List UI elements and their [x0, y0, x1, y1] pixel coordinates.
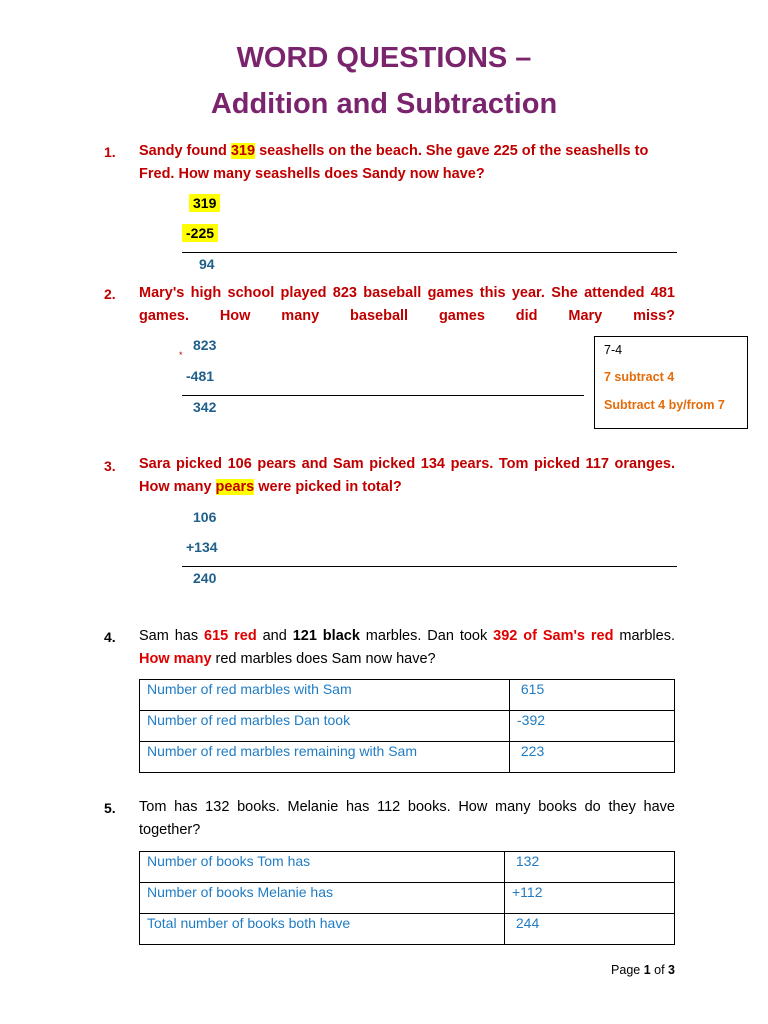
- table-row: [140, 742, 675, 773]
- note-line-1: 7-4: [604, 343, 623, 357]
- footer-current-page: 1: [643, 963, 651, 977]
- q5-row-2-label: Number of books Melanie has: [140, 883, 505, 914]
- q3-text-after: were picked in total?: [254, 479, 402, 495]
- q5-row-3-label: Total number of books both have: [140, 914, 505, 945]
- q5-row-1-label: Number of books Tom has: [140, 852, 505, 883]
- footer-prefix: Page: [611, 963, 644, 977]
- q3-rule: [182, 566, 677, 567]
- table-row: [140, 711, 675, 742]
- q4-table: [139, 679, 675, 773]
- q1-answer: 94: [199, 256, 215, 272]
- q3-operand-1: 106: [193, 509, 217, 525]
- q4-row-3-label: Number of red marbles remaining with Sam: [140, 742, 510, 773]
- table-row: [140, 914, 675, 945]
- q4-text-3: and: [256, 628, 293, 644]
- q1-operand-1: 319: [189, 194, 220, 212]
- title-line-1: WORD QUESTIONS –: [236, 42, 532, 74]
- q5-row-1-value: 132: [505, 852, 675, 883]
- q4-text-9: red marbles does Sam now have?: [211, 651, 436, 667]
- q4-text-1: Sam has: [139, 628, 205, 644]
- q3-answer: 240: [193, 570, 217, 586]
- q1-text-before: Sandy found: [139, 143, 231, 159]
- q4-text: [139, 625, 675, 671]
- page-footer: [611, 963, 675, 977]
- q4-row-1-value: 615: [510, 680, 675, 711]
- q4-text-red-count: 615 red: [204, 628, 257, 644]
- q1-rule: [182, 252, 677, 253]
- note-line-2: 7 subtract 4: [604, 370, 675, 384]
- q5-number: 5.: [104, 800, 116, 816]
- q2-answer: 342: [193, 399, 217, 415]
- q3-text-before: Sara picked 106 pears and Sam picked 134 pears. Tom picked 117 oranges. How many: [139, 456, 675, 495]
- red-mark: *: [179, 350, 183, 360]
- table-row: [140, 883, 675, 914]
- table-row: [140, 680, 675, 711]
- q2-text: Mary's high school played 823 baseball games this year. She attended 481 games. How many baseball games did Mary miss?: [139, 285, 675, 324]
- q3-number: 3.: [104, 458, 116, 474]
- q4-row-2-label: Number of red marbles Dan took: [140, 711, 510, 742]
- q4-text-black-count: 121 black: [292, 628, 360, 644]
- q2-number: 2.: [104, 286, 116, 302]
- q3-highlight: pears: [215, 479, 255, 495]
- q4-text-taken: 392 of Sam's red: [493, 628, 614, 644]
- q5-text: Tom has 132 books. Melanie has 112 books. How many books do they have together?: [139, 799, 675, 838]
- q5-row-2-value: +112: [505, 883, 675, 914]
- title-line-2: Addition and Subtraction: [210, 88, 558, 120]
- q5-table: [139, 851, 675, 945]
- q4-number: 4.: [104, 629, 116, 645]
- q5-row-3-value: 244: [505, 914, 675, 945]
- q3-text: [139, 453, 675, 499]
- q2-operand-2: -481: [186, 368, 215, 384]
- footer-middle: of: [650, 963, 669, 977]
- note-line-3: Subtract 4 by/from 7: [604, 398, 725, 412]
- table-row: [140, 852, 675, 883]
- q1-text-after: seashells on the beach. She gave 225 of the seashells to Fred. How many seashells does Sandy now have?: [139, 143, 649, 182]
- q1-highlight: 319: [230, 143, 256, 159]
- q4-text-7: marbles.: [613, 628, 675, 644]
- q4-row-2-value: -392: [510, 711, 675, 742]
- q3-operand-2: +134: [186, 539, 218, 555]
- q1-operand-2: -225: [182, 224, 218, 242]
- q4-text-5: marbles. Dan took: [359, 628, 494, 644]
- q1-text: [139, 140, 675, 186]
- q4-row-1-label: Number of red marbles with Sam: [140, 680, 510, 711]
- footer-total-pages: 3: [668, 963, 675, 977]
- q4-text-how-many: How many: [139, 651, 212, 667]
- q1-number: 1.: [104, 144, 116, 160]
- q2-rule: [182, 395, 584, 396]
- q4-row-3-value: 223: [510, 742, 675, 773]
- note-box: [594, 336, 748, 429]
- q2-operand-1: 823: [193, 337, 217, 353]
